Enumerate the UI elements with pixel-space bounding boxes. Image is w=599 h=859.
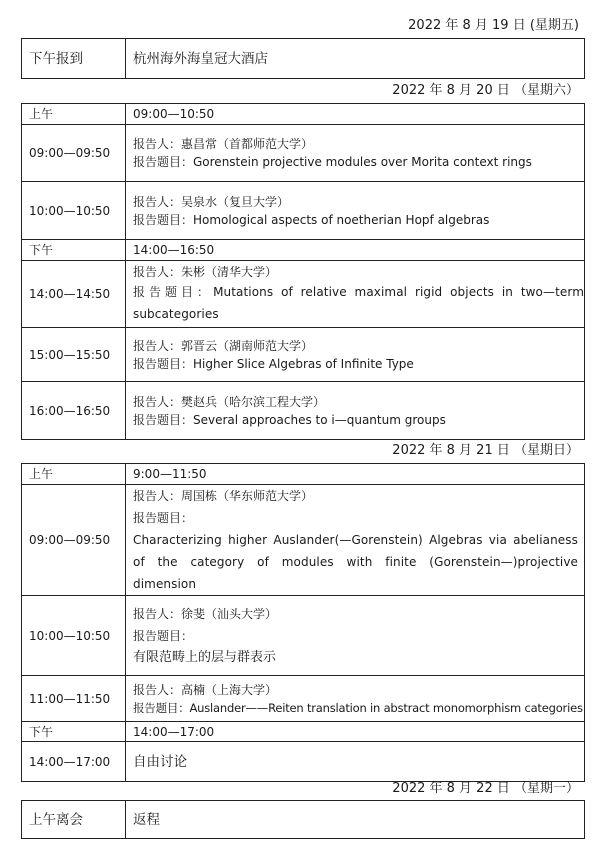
- content-cell: [126, 801, 585, 839]
- content-cell: [126, 182, 585, 240]
- time-cell: 16:00—16:50: [22, 382, 126, 440]
- title-label: 报告题目：: [133, 628, 194, 643]
- schedule-table-day2: [21, 103, 585, 440]
- schedule-table-day4: [21, 800, 585, 839]
- content-cell: [126, 240, 585, 261]
- content-cell: [126, 596, 585, 676]
- table-row: [22, 801, 585, 839]
- content-cell: [126, 722, 585, 742]
- title-text: 报告题目：Higher Slice Algebras of Infinite Type: [133, 356, 414, 371]
- time-cell: 11:00—11:50: [22, 676, 126, 722]
- table-row: [22, 328, 585, 382]
- time-cell: 10:00—10:50: [22, 182, 126, 240]
- time-cell: 14:00—14:50: [22, 261, 126, 328]
- activity-text: 返程: [133, 811, 160, 828]
- title-text: 报告题目：Homological aspects of noetherian Hopf algebras: [133, 212, 490, 227]
- speaker-text: 报告人：朱彬（清华大学）: [133, 265, 278, 279]
- table-row: [22, 240, 585, 261]
- session-time: 9:00—11:50: [133, 467, 207, 481]
- content-cell: [126, 39, 585, 79]
- day-date: 2022 年 8 月 21 日 （星期日）: [392, 443, 579, 458]
- content-cell: [126, 742, 585, 782]
- time-cell: 上午: [22, 464, 126, 485]
- speaker-text: 报告人：樊赵兵（哈尔滨工程大学）: [133, 394, 326, 409]
- table-row: [22, 485, 585, 596]
- time-cell: 下午: [22, 240, 126, 261]
- title-text: 报告题目：Gorenstein projective modules over Morita context rings: [133, 155, 532, 169]
- time-cell: 09:00—09:50: [22, 125, 126, 182]
- table-row: [22, 722, 585, 742]
- content-cell: [126, 382, 585, 440]
- schedule-table-day3: [21, 463, 585, 782]
- speaker-text: 报告人：徐斐（汕头大学）: [133, 606, 278, 621]
- speaker-text: 报告人：惠昌常（首都师范大学）: [133, 137, 314, 151]
- table-row: [22, 464, 585, 485]
- content-cell: [126, 464, 585, 485]
- speaker-text: 报告人：吴泉水（复旦大学）: [133, 194, 290, 209]
- session-time: 14:00—16:50: [133, 243, 215, 257]
- title-text: Characterizing higher Auslander(—Gorenstein) Algebras via abelianess of the category of modules with finite (Gorenstein—)projective dimension: [133, 533, 578, 591]
- time-cell: 下午: [22, 722, 126, 742]
- table-row: [22, 596, 585, 676]
- session-time: 14:00—17:00: [133, 724, 215, 739]
- title-text: 报告题目：Auslander——Reiten translation in abstract monomorphism categories: [133, 700, 583, 715]
- time-cell: 14:00—17:00: [22, 742, 126, 782]
- time-cell: 10:00—10:50: [22, 596, 126, 676]
- session-time: 09:00—10:50: [133, 107, 215, 121]
- content-cell: [126, 261, 585, 328]
- title-label: 报告题目：: [133, 511, 194, 525]
- table-row: [22, 261, 585, 328]
- table-row: [22, 382, 585, 440]
- title-text: 报告题目：Several approaches to i—quantum groups: [133, 412, 446, 427]
- time-cell: 09:00—09:50: [22, 485, 126, 596]
- content-cell: [126, 125, 585, 182]
- table-row: [22, 125, 585, 182]
- speaker-text: 报告人：郭晋云（湖南师范大学）: [133, 338, 314, 353]
- table-row: [22, 104, 585, 125]
- content-cell: [126, 676, 585, 722]
- day-date: 2022 年 8 月 20 日 （星期六）: [392, 83, 579, 98]
- day-date: 2022 年 8 月 19 日 (星期五): [408, 18, 579, 33]
- content-cell: [126, 485, 585, 596]
- table-row: [22, 742, 585, 782]
- venue-text: 杭州海外海皇冠大酒店: [133, 50, 268, 67]
- title-text: 有限范畴上的层与群表示: [133, 649, 277, 665]
- speaker-text: 报告人：高楠（上海大学）: [133, 682, 278, 697]
- time-cell: 上午: [22, 104, 126, 125]
- day-date: 2022 年 8 月 22 日 （星期一）: [392, 781, 579, 796]
- speaker-text: 报告人：周国栋（华东师范大学）: [133, 489, 314, 503]
- content-cell: [126, 104, 585, 125]
- table-row: [22, 182, 585, 240]
- time-cell: 15:00—15:50: [22, 328, 126, 382]
- content-cell: [126, 328, 585, 382]
- table-row: [22, 39, 585, 79]
- title-text: 报告题目：Mutations of relative maximal rigid objects in two—term subcategories: [133, 285, 584, 321]
- time-cell: 下午报到: [22, 39, 126, 79]
- activity-text: 自由讨论: [133, 753, 187, 770]
- time-cell: 上午离会: [22, 801, 126, 839]
- schedule-table-day1: [21, 38, 585, 79]
- table-row: [22, 676, 585, 722]
